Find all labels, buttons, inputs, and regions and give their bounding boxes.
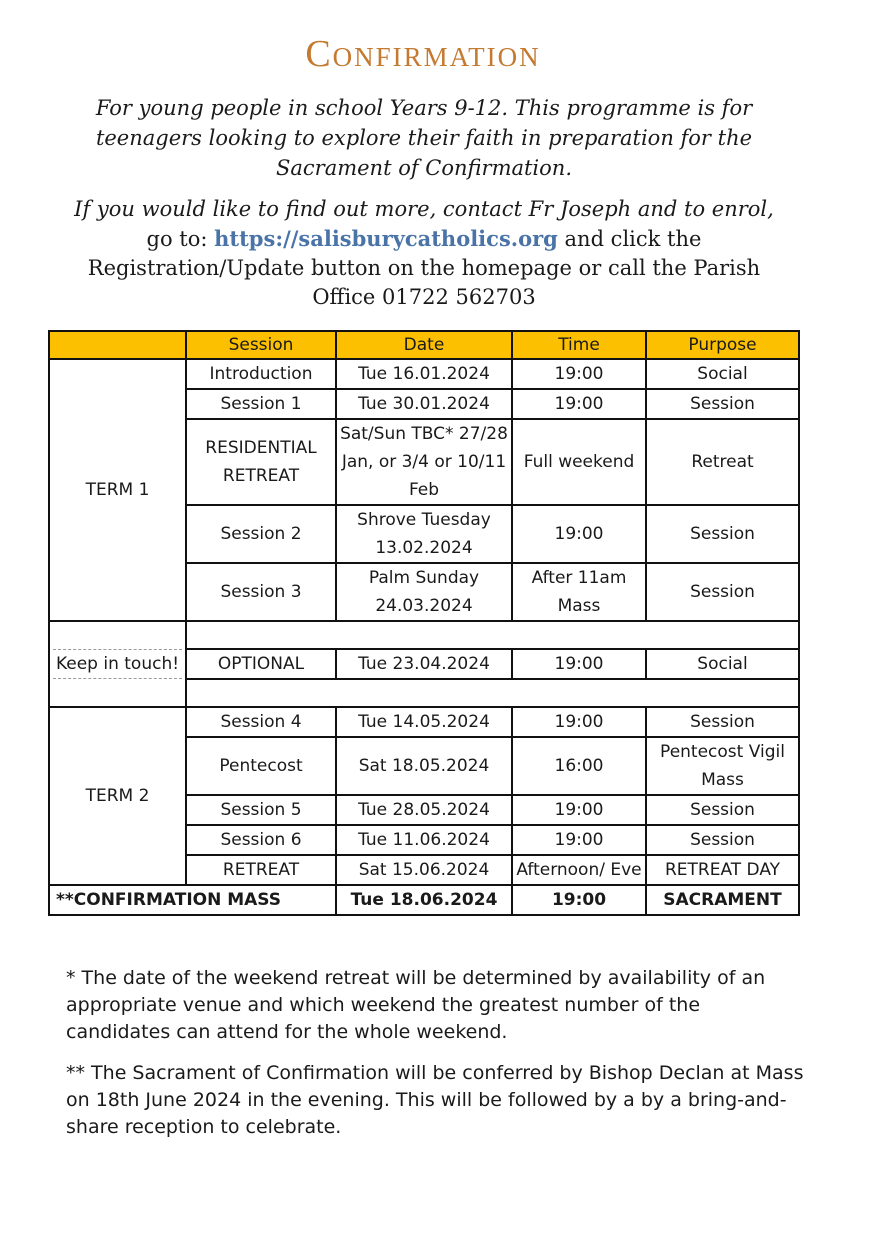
purpose-cell: Pentecost Vigil Mass [646, 737, 799, 795]
table-row [49, 707, 799, 737]
session-cell: Session 3 [186, 563, 336, 621]
session-cell: Pentecost [186, 737, 336, 795]
date-cell: Tue 23.04.2024 [336, 649, 512, 679]
table-row [49, 359, 799, 389]
time-cell: Full weekend [512, 419, 646, 505]
time-cell: After 11am Mass [512, 563, 646, 621]
session-cell: RETREAT [186, 855, 336, 885]
date-cell: Tue 18.06.2024 [336, 885, 512, 915]
spacer-cell [186, 679, 799, 707]
purpose-cell: RETREAT DAY [646, 855, 799, 885]
confirmation-mass-label: **CONFIRMATION MASS [49, 885, 336, 915]
date-cell: Palm Sunday 24.03.2024 [336, 563, 512, 621]
footnotes [66, 965, 806, 1155]
date-cell: Sat 18.05.2024 [336, 737, 512, 795]
purpose-cell: Session [646, 389, 799, 419]
date-cell: Tue 28.05.2024 [336, 795, 512, 825]
purpose-cell: Social [646, 649, 799, 679]
session-cell: RESIDENTIAL RETREAT [186, 419, 336, 505]
date-cell: Tue 11.06.2024 [336, 825, 512, 855]
purpose-cell: Session [646, 707, 799, 737]
time-cell: 19:00 [512, 389, 646, 419]
time-cell: 19:00 [512, 825, 646, 855]
session-cell: Introduction [186, 359, 336, 389]
session-cell: Session 5 [186, 795, 336, 825]
date-cell: Sat 15.06.2024 [336, 855, 512, 885]
session-cell: Session 1 [186, 389, 336, 419]
keep-in-touch-cell [49, 621, 186, 707]
session-cell: OPTIONAL [186, 649, 336, 679]
time-cell: 16:00 [512, 737, 646, 795]
enrol-lead: If you would like to find out more, contact Fr Joseph and to enrol, [74, 197, 774, 221]
date-cell: Tue 14.05.2024 [336, 707, 512, 737]
time-cell: 19:00 [512, 649, 646, 679]
time-cell: Afternoon/ Eve [512, 855, 646, 885]
header-time: Time [512, 331, 646, 359]
time-cell: 19:00 [512, 359, 646, 389]
spacer-row [49, 621, 799, 649]
enrol-rest: and click the Registration/Update button on the homepage or call the Parish Office 01722 562703 [87, 227, 761, 309]
term1-label: TERM 1 [49, 359, 186, 621]
enrol-text [54, 195, 794, 312]
header-session: Session [186, 331, 336, 359]
header-date: Date [336, 331, 512, 359]
keep-in-touch-label: Keep in touch! [53, 649, 182, 679]
purpose-cell: Session [646, 505, 799, 563]
header-blank [49, 331, 186, 359]
purpose-cell: Social [646, 359, 799, 389]
date-cell: Tue 16.01.2024 [336, 359, 512, 389]
time-cell: 19:00 [512, 707, 646, 737]
session-cell: Session 6 [186, 825, 336, 855]
website-link[interactable]: https://salisburycatholics.org [214, 226, 558, 251]
footnote-sacrament: ** The Sacrament of Confirmation will be conferred by Bishop Declan at Mass on 18th June 2024 in the evening. This will be followed by a by a bring-and-share reception to celebrate. [66, 1062, 804, 1138]
purpose-cell: Session [646, 563, 799, 621]
enrol-go-to: go to: [146, 227, 215, 251]
time-cell: 19:00 [512, 505, 646, 563]
date-cell: Shrove Tuesday 13.02.2024 [336, 505, 512, 563]
header-purpose: Purpose [646, 331, 799, 359]
purpose-cell: Session [646, 825, 799, 855]
purpose-cell: Retreat [646, 419, 799, 505]
date-cell: Tue 30.01.2024 [336, 389, 512, 419]
spacer-cell [186, 621, 799, 649]
footnote-retreat: * The date of the weekend retreat will be determined by availability of an appropriate venue and which weekend the greatest number of the candidates can attend for the whole weekend. [66, 967, 766, 1043]
time-cell: 19:00 [512, 795, 646, 825]
session-cell: Session 2 [186, 505, 336, 563]
schedule-table [48, 330, 800, 916]
time-cell: 19:00 [512, 885, 646, 915]
term2-label: TERM 2 [49, 707, 186, 885]
table-header-row [49, 331, 799, 359]
confirmation-mass-row [49, 885, 799, 915]
session-cell: Session 4 [186, 707, 336, 737]
page-title: Confirmation [305, 33, 541, 75]
intro-text: For young people in school Years 9-12. This programme is for teenagers looking to explore their faith in preparation for the Sacrament of Confirmation. [95, 96, 753, 180]
purpose-cell: Session [646, 795, 799, 825]
date-cell: Sat/Sun TBC* 27/28 Jan, or 3/4 or 10/11 Feb [336, 419, 512, 505]
purpose-cell: SACRAMENT [646, 885, 799, 915]
